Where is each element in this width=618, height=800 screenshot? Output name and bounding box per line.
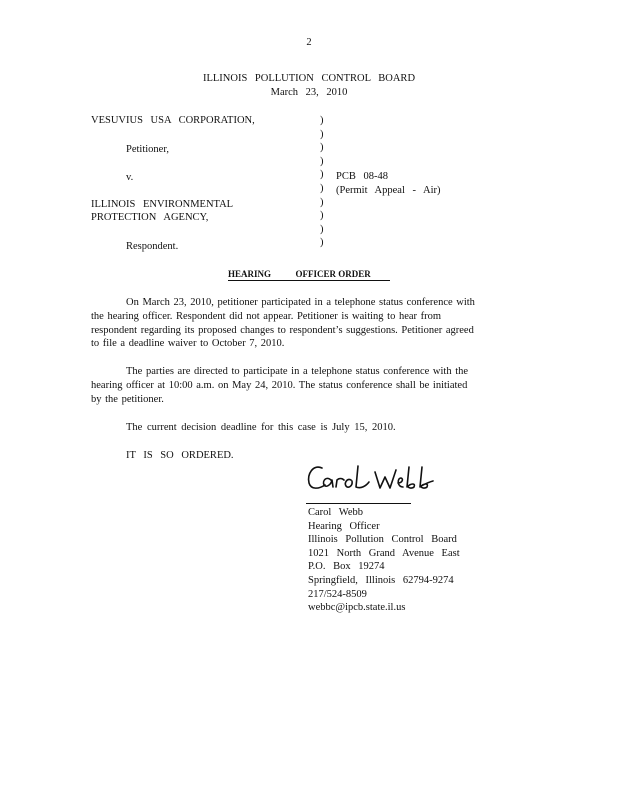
petitioner-name: VESUVIUS USA CORPORATION, <box>91 115 255 126</box>
case-type: (Permit Appeal - Air) <box>336 185 441 196</box>
signer-city: Springfield, Illinois 62794-9274 <box>308 574 454 586</box>
paragraph-line: hearing officer at 10:00 a.m. on May 24, 2010. The status conference shall be initiated <box>91 379 468 391</box>
order-title-part1: HEARING <box>228 269 272 279</box>
so-ordered: IT IS SO ORDERED. <box>126 450 234 461</box>
respondent-name-line2: PROTECTION AGENCY, <box>91 212 209 223</box>
order-title-underline <box>228 280 390 281</box>
paren: ) <box>320 196 324 208</box>
paren: ) <box>320 210 324 222</box>
paragraph-line: the hearing officer. Respondent did not appear. Petitioner is waiting to hear from <box>91 310 442 322</box>
respondent-role: Respondent. <box>126 241 179 252</box>
paren: ) <box>320 169 324 181</box>
paren: ) <box>320 142 324 154</box>
signer-agency: Illinois Pollution Control Board <box>308 534 457 546</box>
signer-email: webbc@ipcb.state.il.us <box>308 602 406 614</box>
decision-deadline: The current decision deadline for this case is July 15, 2010. <box>126 422 396 433</box>
page-number: 2 <box>306 37 312 48</box>
signer-title: Hearing Officer <box>308 520 380 532</box>
paragraph-line: On March 23, 2010, petitioner participated in a telephone status conference with <box>126 297 475 308</box>
paragraph-directive <box>91 365 517 406</box>
paragraph-line: respondent regarding its proposed changes to respondent’s suggestions. Petitioner agreed <box>91 324 474 336</box>
paren: ) <box>320 115 324 126</box>
signature-block <box>308 506 460 615</box>
signer-street: 1021 North Grand Avenue East <box>308 547 460 559</box>
board-name: ILLINOIS POLLUTION CONTROL BOARD <box>202 73 416 84</box>
case-number: PCB 08-48 <box>336 171 388 182</box>
paren: ) <box>320 182 324 194</box>
versus: v. <box>126 172 134 183</box>
paren: ) <box>320 155 324 167</box>
paragraph-line: to file a deadline waiver to October 7, 2010. <box>91 338 285 350</box>
caption-parens <box>320 114 330 250</box>
paragraph-line: by the petitioner. <box>91 393 164 405</box>
petitioner-role: Petitioner, <box>126 144 170 155</box>
paren: ) <box>320 128 324 140</box>
paragraph-line: The parties are directed to participate in a telephone status conference with the <box>126 366 469 377</box>
signature-line <box>306 503 411 504</box>
signer-name: Carol Webb <box>308 507 363 518</box>
paren: ) <box>320 237 324 249</box>
respondent-name-line1: ILLINOIS ENVIRONMENTAL <box>91 199 234 210</box>
signer-phone: 217/524-8509 <box>308 588 367 600</box>
signer-po-box: P.O. Box 19274 <box>308 561 385 573</box>
handwritten-signature <box>305 458 435 498</box>
paragraph-status-conference <box>91 296 517 351</box>
paren: ) <box>320 223 324 235</box>
order-title-part2: OFFICER ORDER <box>295 269 371 279</box>
order-date: March 23, 2010 <box>270 87 348 98</box>
